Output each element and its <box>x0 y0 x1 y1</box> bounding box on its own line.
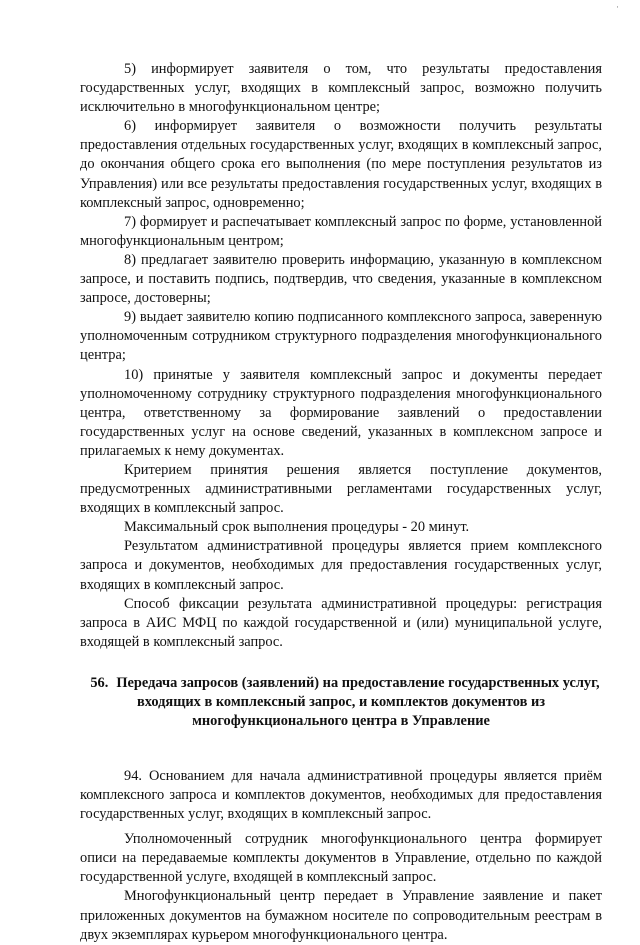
section-heading <box>80 674 602 731</box>
inventory-paragraph: Уполномоченный сотрудник многофункционального центра формирует описи на передаваемые комплекты документов в Управление, отдельно по каждой государственной услуге, входящей в комплексный запрос. <box>80 831 602 886</box>
result-paragraph: Результатом административной процедуры является прием комплексного запроса и документов, необходимых для предоставления государственных услуг, входящих в комплексный запрос. <box>80 538 602 593</box>
section-title: Передача запросов (заявлений) на предоставление государственных услуг, входящих в комплексный запрос, и комплектов документов из многофункционального центра в Управление <box>116 674 600 729</box>
list-item-7: 7) формирует и распечатывает комплексный запрос по форме, установленной многофункциональным центром; <box>80 213 602 249</box>
section-number: 56. <box>90 674 109 691</box>
list-item-5: 5) информирует заявителя о том, что результаты предоставления государственных услуг, входящих в комплексный запрос, возможно получить исключительно в многофункциональном центре; <box>80 61 602 116</box>
transfer-paragraph: Многофункциональный центр передает в Управление заявление и пакет приложенных документов на бумажном носителе по сопроводительным реестрам в двух экземплярах курьером многофункционального центра. <box>80 888 602 943</box>
scan-mark: · <box>616 2 619 12</box>
list-item-9: 9) выдает заявителю копию подписанного комплексного запроса, заверенную уполномоченным сотрудником структурного подразделения многофункционального центра; <box>80 309 602 364</box>
list-item-10: 10) принятые у заявителя комплексный запрос и документы передает уполномоченному сотруднику структурного подразделения многофункционального центра, ответственному за формирование заявлений о предоставлении государственных услуг на основе сведений, указанных в комплексном запросе и прилагаемых к нему документах. <box>80 366 602 459</box>
max-duration-paragraph: Максимальный срок выполнения процедуры - 20 минут. <box>124 519 470 536</box>
list-item-6: 6) информирует заявителя о возможности получить результаты предоставления отдельных государственных услуг, входящих в комплексный запрос, до окончания общего срока его выполнения (по мере поступления результатов из Управления) или все результаты предоставления государственных услуг, входящих в комплексный запрос, одновременно; <box>80 118 602 211</box>
decision-criterion-paragraph: Критерием принятия решения является поступление документов, предусмотренных административными регламентами государственных услуг, входящих в комплексный запрос. <box>80 461 602 517</box>
document-body <box>80 60 602 945</box>
paragraph-94: 94. Основанием для начала административной процедуры является приём комплексного запроса и комплектов документов, необходимых для предоставления государственных услуг, входящих в комплексный запрос. <box>80 767 602 823</box>
result-recording-paragraph: Способ фиксации результата административной процедуры: регистрация запроса в АИС МФЦ по каждой государственной и (или) муниципальной услуге, входящей в комплексный запрос. <box>80 595 602 650</box>
list-item-8: 8) предлагает заявителю проверить информацию, указанную в комплексном запросе, и поставить подпись, подтвердив, что сведения, указанные в комплексном запросе, достоверны; <box>80 251 602 307</box>
